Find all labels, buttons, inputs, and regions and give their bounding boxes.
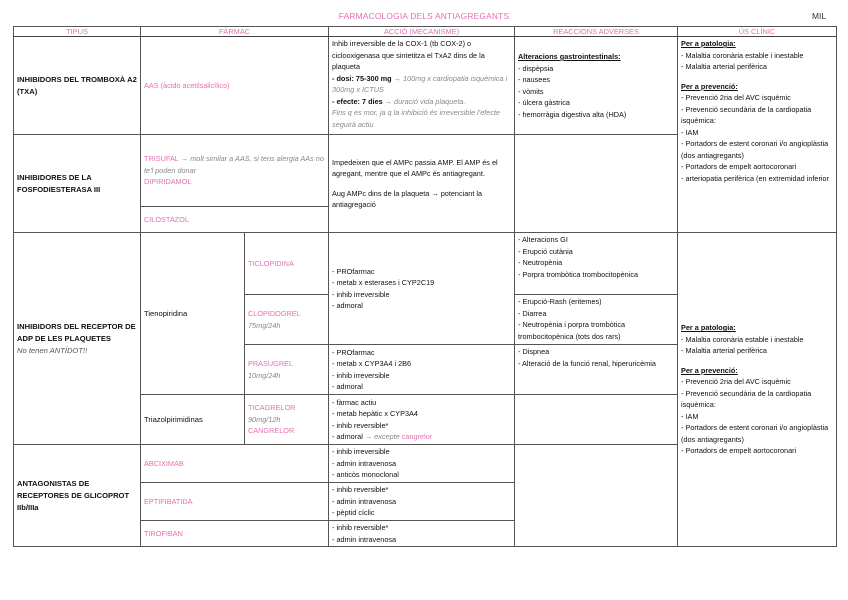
list-item: - metab x esterases i CYP2C19 [332,278,435,287]
list-item: - Prevenció secundària de la cardiopatia isquèmica: [681,104,812,125]
us-title: Per a patologia: [681,39,736,48]
list-item: - Alteració de la funció renal, hiperuricèmia [518,358,656,368]
list-item: - Neutropènia [518,258,563,267]
list-item: - Malaltia arterial perifèrica [681,346,767,356]
tipus-gp: ANTAGONISTAS DE RECEPTORES DE GLICOPROT IIb/IIIa [14,445,141,547]
list-item: - Prevenció 2ria del AVC isquèmic [681,377,791,387]
drug-dose: 90mg/12h [248,414,281,424]
accio-note: → duració vida plaqueta. [384,96,466,106]
drug-tirofiban: TIROFIBAN [141,521,329,547]
list-item: - Neutropènia i porpra trombòtica trombocitopènica (tots dos rars) [518,320,626,341]
list-item: - Portadors de estent coronari i/o angioplàstia (dos antiagregants) [681,139,829,160]
list-item: - Malaltia coronària estable i inestable [681,334,804,344]
list-item: - admoral [332,432,365,441]
tipus-txa: INHIBIDORS DEL TROMBOXÀ A2 (TXA) [14,37,141,135]
drug-dose: 75mg/24h [248,320,281,330]
col-us-clinic: ÚS CLÍNIC [678,27,837,37]
us-title: Per a patologia: [681,323,736,333]
us-title: Per a prevenció: [681,81,738,91]
drug-trisulfal: TRISUFAL [144,154,179,164]
list-item: - inhib reversible* [332,523,389,532]
drug-name: PRASUGREL [248,359,294,368]
accio-text: - efecte: 7 dies [332,96,385,106]
accio-text: Inhib irreversible de la COX-1 (tb COX-2) o ciclooxigenasa que sintetitza el TxA2 dins de la plaqueta [332,39,485,71]
drug-name: TICAGRELOR [248,403,296,413]
us-clinic-1 [678,37,837,233]
list-item: - Malaltia coronària estable i inestable [681,50,804,60]
drug-prasugrel [245,345,329,395]
drug-ticlopidina: TICLOPIDINA [245,233,329,295]
accio-aas [329,37,515,135]
drug-dipiridamol: DIPIRIDAMOL [144,177,192,187]
us-clinic-2 [678,233,837,547]
adv-gp [515,445,678,547]
drug-ticagrelor [245,395,329,445]
list-item: - inhib irreversible [332,370,390,380]
accio-text: Aug AMPc dins de la plaqueta → potenciant la antiagregació [332,188,483,209]
adv-prasu [515,345,678,395]
list-item: - vòmits [518,86,544,96]
list-item: - inhib reversible* [332,420,389,430]
adv-pde [515,135,678,233]
list-item: - admin intravenosa [332,458,397,468]
adv-clopi [515,295,678,345]
list-item: - hemorràgia digestiva alta (HDA) [518,109,627,119]
drug-trisulfal-dipiridamol [141,135,329,207]
col-reaccions: REACCIONS ADVERSES [515,27,678,37]
list-item: - metab x CYP3A4 i 2B6 [332,359,412,368]
list-item: - arteriopatia perifèrica (en extremidad inferior [681,173,830,183]
adv-aas [515,37,678,135]
list-item: - inhib irreversible [332,289,390,299]
list-item: - Porpra trombòtica trombocitopènica [518,269,639,279]
table-row [14,37,837,135]
list-item: - Diarrea [518,308,547,318]
drug-clopidogrel [245,295,329,345]
page-title: FARMACOLOGIA DELS ANTIAGREGANTS [338,11,510,21]
accio-note: Fins q es mor, ja q la inhibició és irreversible l'efecte seguirà actiu [332,108,501,129]
drug-name: CLOPIDOGREL [248,309,301,318]
accio-ticlo-clopi [329,233,515,345]
accio-note: → 100mg x cardiopatia isquèmica i 300mg x ICTUS [332,73,508,94]
drug-cilostazol: CILOSTAZOL [141,207,329,233]
accio-tica [329,395,515,445]
col-accio: ACCIÓ (MECANISME) [329,27,515,37]
list-item: - admoral [332,301,363,310]
accio-eptif [329,483,515,521]
us-title: Per a prevenció: [681,365,738,375]
list-item: - dispèpsia [518,63,554,73]
list-item: - úlcera gàstrica [518,98,570,107]
tipus-label: INHIBIDORS DEL RECEPTOR DE ADP DE LES PLAQUETES [17,321,136,343]
list-item: - anticòs monoclonal [332,470,399,480]
accio-abcix [329,445,515,483]
accio-prasu [329,345,515,395]
list-item: - PROfarmac [332,266,375,276]
adv-title: Alteracions gastrointestinals: [518,52,621,61]
tipus-note: No tenen ANTÍDOT!! [17,345,88,355]
list-item: - fàrmac actiu [332,397,377,407]
tipus-adp [14,233,141,445]
list-item: - Erupció cutània [518,246,573,256]
drug-abciximab: ABCIXIMAB [141,445,329,483]
author-tag: MIL [812,11,826,21]
table-row [14,233,837,295]
list-item: - PROfarmac [332,347,375,357]
drug-aas: AAS (àcido acetilsalicílico) [141,37,329,135]
drug-eptifibatida: EPTIFIBATIDA [141,483,329,521]
list-item: - Alteracions GI [518,235,568,244]
list-item: - Dispnea [518,347,550,356]
list-item: - Prevenció secundària de la cardiopatia isquèmica: [681,388,812,410]
list-item: - Prevenció 2ria del AVC isquèmic [681,93,791,102]
adv-ticlo [515,233,678,295]
accio-tirof [329,521,515,547]
list-item: - Portadors de empelt aortocoronari [681,446,797,456]
adv-tica [515,395,678,445]
drug-name: cangrelor [401,432,433,441]
list-item: - nausees [518,75,551,84]
list-item: - metab hepàtic x CYP3A4 [332,409,418,418]
drug-dose: 10mg/24h [248,370,281,380]
list-item: - inhib reversible* [332,485,389,495]
list-item: - inhib irreversible [332,447,390,457]
list-item: - IAM [681,127,699,137]
accio-text: Impedeixen que el AMPc passia AMP. El AMP és el agregant, mentre que el AMPc és antiagregant. [332,157,498,178]
accio-text: - dosi: 75-300 mg [332,73,394,83]
drug-note: → molt similar a AAS, si tens alergia AAs no te'l poden donar [144,154,324,175]
tipus-pde: INHIBIDORES DE LA FOSFODIESTERASA III [14,135,141,233]
drug-name: CANGRELOR [248,426,295,436]
family-triazolpirimidinas: Triazolpirimidinas [141,395,245,445]
list-item: - IAM [681,411,699,421]
accio-note: → excepte [364,432,402,441]
family-tienopiridina: Tienopiridina [141,233,245,395]
list-item: - Malaltia arterial perifèrica [681,62,767,71]
col-farmac: FÀRMAC [141,27,329,37]
col-tipus: TIPUS [14,27,141,37]
list-item: - admin intravenosa [332,496,397,506]
list-item: - admoral [332,382,363,391]
accio-pde [329,135,515,233]
header-row [14,27,837,37]
list-item: - Erupció-Rash (eritemes) [518,297,602,306]
list-item: - pèptid cíclic [332,508,375,518]
antiplatelet-table [13,26,837,547]
list-item: - Portadors de empelt aortocoronari [681,162,797,171]
list-item: - Portadors de estent coronari i/o angioplàstia (dos antiagregants) [681,423,829,444]
list-item: - admin intravenosa [332,534,397,544]
